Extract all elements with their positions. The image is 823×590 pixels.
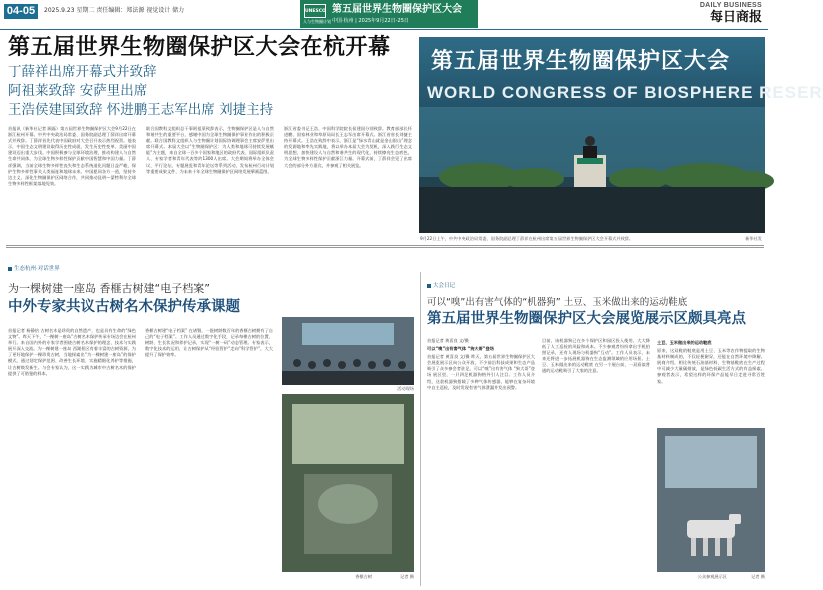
right-photo-caption: 公众参观展示区 — [697, 574, 727, 579]
right-article-title: 第五届世界生物圈保护区大会展览展示区颇具亮点 — [427, 311, 746, 327]
hero-photo — [419, 37, 823, 233]
right-subhead-1: 可以“嗅”出有害气体 “狗大哥”登场 — [427, 346, 494, 352]
left-article-kicker: 为一棵树建一座岛 香榧古树建“电子档案” — [8, 282, 210, 295]
right-byline: 首报记者 黄喜良 文/摄 — [427, 338, 469, 343]
left-column-1: 首报记者 杨静怡 古树名木是珍贵的自然遗产，也是具有生命的“绿色文物”。昨天下午，“一棵树一座岛”古树名木保护传承专场边会在杭州举行。来自国内外的专家学者围绕古树名木保护的理念、技术与实践展开深入交流。为一棵树建一座岛 西湖景区有着丰富的古树资源，为了更好地保护一棵珍贵古树，当地探索出“为一棵树建一座岛”的保护模式，通过划定保护范围、改善生长环境、实施精细化养护等措施，让古树焕发新生。与会专家认为，这一实践为城市中古树名木的保护提供了可借鉴的样本。 — [8, 328, 136, 376]
event-banner-subtitle: 中国·杭州 | 2025年9月22日-25日 — [332, 18, 409, 24]
lead-subheadline-2: 阿祖莱致辞 安萨里出席 — [8, 83, 148, 99]
lead-subheadline-1: 丁薛祥出席开幕式并致辞 — [8, 64, 157, 80]
page-number-badge: 04-05 — [4, 4, 38, 19]
lead-article-body — [8, 126, 412, 238]
left-photo-1-caption: 活动现场 — [397, 386, 414, 391]
hero-caption: 9月22日上午，中共中央政治局常委、国务院副总理丁薛祥在杭州出席第五届世界生物圈保护区大会开幕式并致辞。 — [420, 236, 634, 241]
display-scene — [282, 394, 414, 572]
masthead — [0, 0, 768, 30]
right-column-2-text: 目前，该机器狗已在多个保护区和园区投入使用，大大降低了人工巡检的风险和成本。不少参观者纷纷拿出手机拍照记录，还有人现场与机器狗“互动”。工作人员表示，未来还将进一步拓展机器狗在生态监测领域的应用场景。土豆、玉米做出来的运动鞋底 在另一个展台前，一双看似普通的运动鞋吸引了大家的注意。 — [542, 338, 650, 374]
conference-scene — [282, 317, 414, 385]
hero-banner-en: WORLD CONGRESS OF BIOSPHERE RESER — [427, 83, 823, 102]
right-photo-credit: 记者 摄 — [751, 574, 765, 579]
right-subhead-2: 土豆、玉米做出来的运动鞋底 — [657, 340, 712, 345]
left-photo-2-credit: 记者 摄 — [400, 574, 414, 579]
paper-name-cn: 每日商报 — [709, 10, 762, 25]
paper-name-en: DAILY BUSINESS — [699, 2, 762, 9]
hero-credit: 新华社发 — [742, 236, 762, 242]
robot-dog-scene — [657, 428, 765, 572]
right-section-label: 大会日记 — [427, 282, 455, 290]
left-photo-2 — [282, 394, 414, 572]
unesco-logo: UNESCO — [304, 4, 326, 18]
right-column-1-text: 首报记者 黄喜良 文/摄 昨天，第五届世界生物圈保护区大会展览展示区向公众开放，不少前沿科技成果和生态产品吸引了众多参会者驻足。可以“嗅”出有害气体 “狗大哥”登场 展区里，一只四足机器狗格外引人注目。工作人员介绍，这款机器狗搭载了多种气体传感器，能够在复杂环境中自主巡检，及时发现有害气体泄漏并发出预警。 — [427, 354, 535, 390]
section-divider — [6, 245, 764, 248]
column-rule — [420, 272, 421, 586]
issue-line: 2025.9.23 星期二 责任编辑：郑法源 视觉设计 储力 — [44, 7, 185, 14]
unesco-label: 人与生物圈计划 — [303, 19, 331, 24]
lead-subheadline-3: 王浩侯建国致辞 怀进鹏王志军出席 刘捷主持 — [8, 102, 274, 118]
right-photo — [657, 428, 765, 572]
lead-headline: 第五届世界生物圈保护区大会在杭开幕 — [8, 35, 391, 60]
right-column-1 — [427, 338, 535, 586]
right-article-kicker: 可以“嗅”出有害气体的“机器狗” 土豆、玉米做出来的运动鞋底 — [427, 297, 688, 308]
left-article-title: 中外专家共议古树名木保护传承课题 — [8, 299, 240, 315]
left-section-label: 生态杭州·对话世界 — [8, 265, 60, 273]
lead-column-3: 浙江省委书记王浩、中国科学院院长侯建国分别致辞。教育部部长怀进鹏、国家林业和草原局局长王志军出席开幕式。浙江省省长刘捷主持开幕式。王浩在致辞中表示，浙江是“绿水青山就是金山银山”理念的发源地和率先实践地，将以举办本届大会为契机，深入践行生态文明思想，加快建设人与自然和谐共生的现代化，持续擦亮生态底色，为全球生物多样性保护贡献浙江力量。开幕式前，丁薛祥会见了出席大会的部分外方嘉宾，并参观了相关展览。 — [284, 126, 412, 168]
left-column-2: 香榧古树建“电子档案” 在诸暨，一批树龄数百年的香榧古树拥有了自己的“电子档案”。工作人员通过数字化手段，记录每棵古树的位置、树龄、生长状况和养护记录，实现“一树一码”动态管理。专家表示，数字化技术的运用，让古树保护从“经验管护”走向“科学管护”，大大提升了保护效率。 — [145, 328, 273, 358]
left-photo-2-caption: 香榧古树 — [355, 574, 372, 579]
lead-column-2: 联合国教科文组织总干事阿祖莱致辞表示，生物圈保护区是人与自然和谐共生的重要平台，感谢中国为全球生物圈保护事业作出的积极贡献。联合国教科文组织人与生物圈计划国际协调理事会主席安萨里出席开幕式。本届大会以“生物圈保护区：为人类和地球可持续发展赋能”为主题，来自全球一百多个国家和地区的政府代表、国际组织负责人、专家学者和青年代表等约1300人出席。大会期间将举办全体会议、平行论坛、专题展览和青年论坛等系列活动，发布杭州行动计划等重要成果文件，为未来十年全球生物圈保护区网络发展擘画蓝图。 — [146, 126, 274, 174]
hero-banner-cn: 第五届世界生物圈保护区大会 — [431, 49, 731, 74]
right-column-3-text: 原来，这双鞋的鞋底是用土豆、玉米等农作物提取的生物基材料制成的，不仅轻便耐穿，还能在自然环境中降解。展商介绍，相比传统石油基材料，生物基鞋底在生产过程中可减少大量碳排放，是绿色低碳生活方式的有益探索。参观者表示，希望这样的环保产品能早日走进寻常百姓家。 — [657, 348, 765, 384]
event-banner — [300, 0, 478, 28]
right-column-3 — [657, 338, 765, 424]
right-column-2 — [542, 338, 650, 586]
event-banner-title: 第五届世界生物圈保护区大会 — [332, 4, 462, 15]
lead-column-1: 首报讯（新华社记者 顾磊）第五届世界生物圈保护区大会9月22日在浙江杭州开幕。中共中央政治局常委、国务院副总理丁薛祥出席开幕式并致辞。丁薛祥首先代表中国政府对大会召开表示热烈祝贺。他表示，中国生态文明建设取得历史性成就、发生历史性变革，美丽中国建设迈出重大步伐。中国积极参与全球环境治理，推动构建人与自然生命共同体，为全球生物多样性保护贡献中国智慧和中国力量。丁薛祥强调，当前全球生物多样性丧失和生态系统退化问题日益严峻，保护生物多样性事关人类福祉和地球未来。中国愿同各方一道，坚持多边主义，深化生物圈保护区网络合作，共同推动昆明—蒙特利尔全球生物多样性框架落地见效。 — [8, 126, 136, 186]
left-photo-1 — [282, 317, 414, 385]
